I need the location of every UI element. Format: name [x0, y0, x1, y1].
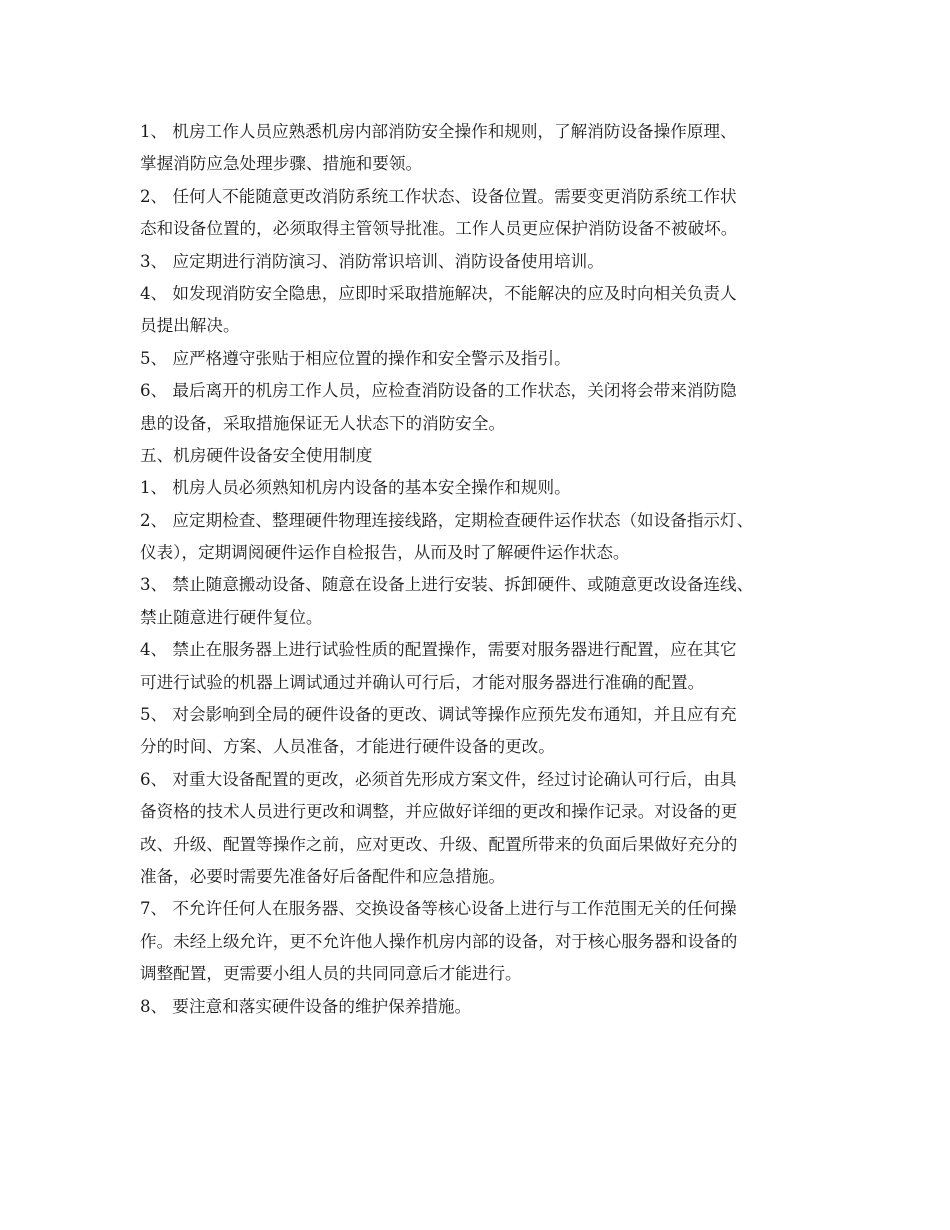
text-line: 6、 对重大设备配置的更改，必须首先形成方案文件，经过讨论确认可行后，由具	[140, 769, 737, 789]
text-line: 作。未经上级允许，更不允许他人操作机房内部的设备，对于核心服务器和设备的	[140, 931, 738, 951]
text-line: 改、升级、配置等操作之前，应对更改、升级、配置所带来的负面后果做好充分的	[140, 834, 738, 854]
document-body	[140, 116, 830, 1023]
text-line: 3、 应定期进行消防演习、消防常识培训、消防设备使用培训。	[140, 251, 604, 271]
text-line: 患的设备，采取措施保证无人状态下的消防安全。	[140, 413, 506, 433]
text-line: 可进行试验的机器上调试通过并确认可行后，才能对服务器进行准确的配置。	[140, 672, 705, 692]
text-line: 调整配置，更需要小组人员的共同同意后才能进行。	[140, 964, 522, 984]
text-line: 掌握消防应急处理步骤、措施和要领。	[140, 154, 423, 174]
text-line: 员提出解决。	[140, 316, 240, 336]
text-line: 7、 不允许任何人在服务器、交换设备等核心设备上进行与工作范围无关的任何操	[140, 899, 737, 919]
text-line: 备资格的技术人员进行更改和调整，并应做好详细的更改和操作记录。对设备的更	[140, 802, 738, 822]
text-line: 4、 禁止在服务器上进行试验性质的配置操作，需要对服务器进行配置，应在其它	[140, 640, 737, 660]
text-line: 8、 要注意和落实硬件设备的维护保养措施。	[140, 996, 472, 1016]
text-line: 6、 最后离开的机房工作人员，应检查消防设备的工作状态，关闭将会带来消防隐	[140, 381, 737, 401]
text-line: 分的时间、方案、人员准备，才能进行硬件设备的更改。	[140, 737, 555, 757]
text-line: 5、 应严格遵守张贴于相应位置的操作和安全警示及指引。	[140, 348, 571, 368]
text-line: 准备，必要时需要先准备好后备配件和应急措施。	[140, 866, 506, 886]
text-line: 5、 对会影响到全局的硬件设备的更改、调试等操作应预先发布通知，并且应有充	[140, 705, 737, 725]
text-line: 禁止随意进行硬件复位。	[140, 607, 323, 627]
text-line: 4、 如发现消防安全隐患，应即时采取措施解决，不能解决的应及时向相关负责人	[140, 283, 737, 303]
text-line: 仪表），定期调阅硬件运作自检报告，从而及时了解硬件运作状态。	[140, 543, 630, 563]
text-line: 1、 机房工作人员应熟悉机房内部消防安全操作和规则，了解消防设备操作原理、	[140, 122, 737, 141]
text-line: 3、 禁止随意搬动设备、随意在设备上进行安装、拆卸硬件、或随意更改设备连线、	[140, 575, 754, 595]
section-heading: 五、机房硬件设备安全使用制度	[140, 445, 373, 465]
text-line: 2、 应定期检查、整理硬件物理连接线路，定期检查硬件运作状态（如设备指示灯、	[140, 510, 754, 530]
text-line: 态和设备位置的，必须取得主管领导批准。工作人员更应保护消防设备不被破坏。	[140, 219, 738, 239]
text-line: 1、 机房人员必须熟知机房内设备的基本安全操作和规则。	[140, 478, 571, 498]
text-line: 2、 任何人不能随意更改消防系统工作状态、设备位置。需要变更消防系统工作状	[140, 186, 737, 206]
